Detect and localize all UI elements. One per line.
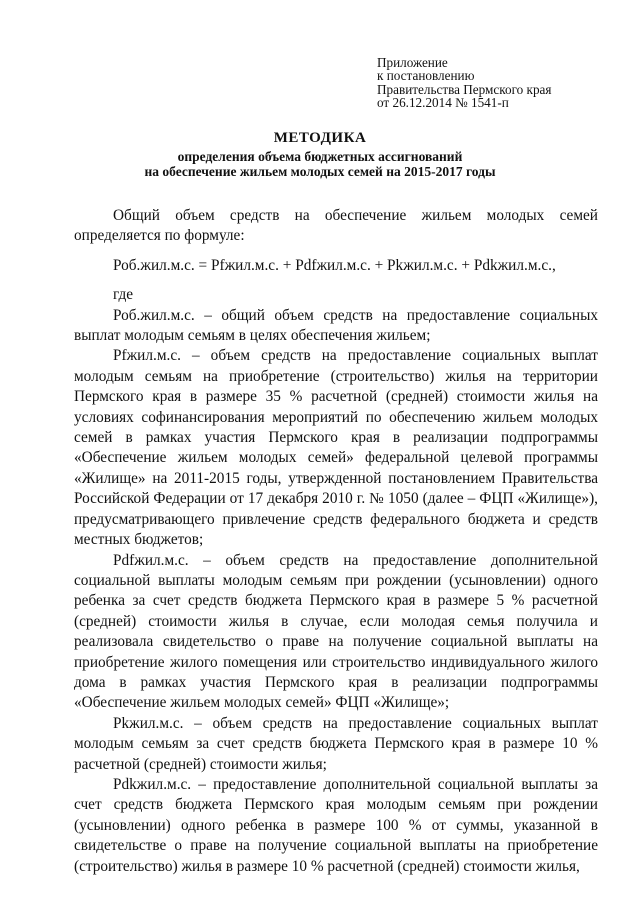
document-body: [74, 206, 598, 877]
definition-paragraph: Pdkжил.м.с. – предоставление дополнительной социальной выплаты за счет средств бюджета Пермского края молодым семьям при рождении (усыновлении) одного ребенка в размере 100 % от суммы, указанной в свидетельстве о праве на получение социальной выплаты на приобретение (строительство) жилья в размере 10 % расчетной (средней) стоимости жилья,: [74, 775, 598, 875]
document-subtitle: [0, 150, 640, 179]
annex-line: Правительства Пермского края: [377, 81, 552, 97]
annex-block: [377, 56, 617, 110]
annex-line: Приложение: [377, 55, 448, 70]
intro-paragraph: Общий объем средств на обеспечение жильем молодых семей определяется по формуле:: [74, 207, 598, 245]
definition-paragraph: Pkжил.м.с. – объем средств на предоставление социальных выплат молодым семьям за счет средств бюджета Пермского края в размере 10 % расчетной (средней) стоимости жилья;: [74, 714, 598, 773]
subtitle-line: на обеспечение жильем молодых семей на 2015-2017 годы: [144, 163, 496, 179]
annex-line: к постановлению: [377, 68, 475, 84]
definition-paragraph: Pdfжил.м.с. – объем средств на предоставление дополнительной социальной выплаты молодым семьям при рождении (усыновлении) одного ребенка за счет средств бюджета Пермского края в размере 5 % расчетной (средней) стоимости жилья в случае, если молодая семья получила и реализовала свидетельство о праве на получение социальной выплаты на приобретение жилого помещения или строительство индивидуального жилого дома в рамках участия Пермского края в реализации подпрограммы «Обеспечение жильем молодых семей» ФЦП «Жилище»;: [74, 551, 598, 712]
definition-paragraph: Роб.жил.м.с. – общий объем средств на предоставление социальных выплат молодым семьям в целях обеспечения жильем;: [74, 306, 598, 345]
subtitle-line: определения объема бюджетных ассигнований: [177, 149, 463, 164]
where-label: где: [113, 286, 134, 304]
document-title: МЕТОДИКА: [273, 130, 367, 146]
annex-line: от 26.12.2014 № 1541-п: [377, 95, 509, 111]
formula: Роб.жил.м.с. = Pfжил.м.с. + Pdfжил.м.с. + Pkжил.м.с. + Pdkжил.м.с.,: [113, 256, 556, 274]
definition-paragraph: Pfжил.м.с. – объем средств на предоставление социальных выплат молодым семьям на приобретение (строительство) жилья на территории Пермского края в размере 35 % расчетной (средней) стоимости жилья на условиях софинансирования мероприятий по обеспечению жильем молодых семей в рамках участия Пермского края в реализации подпрограммы «Обеспечение жильем молодых семей» федеральной целевой программы «Жилище» на 2011-2015 годы, утвержденной постановлением Правительства Российской Федерации от 17 декабря 2010 г. № 1050 (далее – ФЦП «Жилище»), предусматривающего привлечение средств федерального бюджета и средств местных бюджетов;: [74, 347, 598, 549]
